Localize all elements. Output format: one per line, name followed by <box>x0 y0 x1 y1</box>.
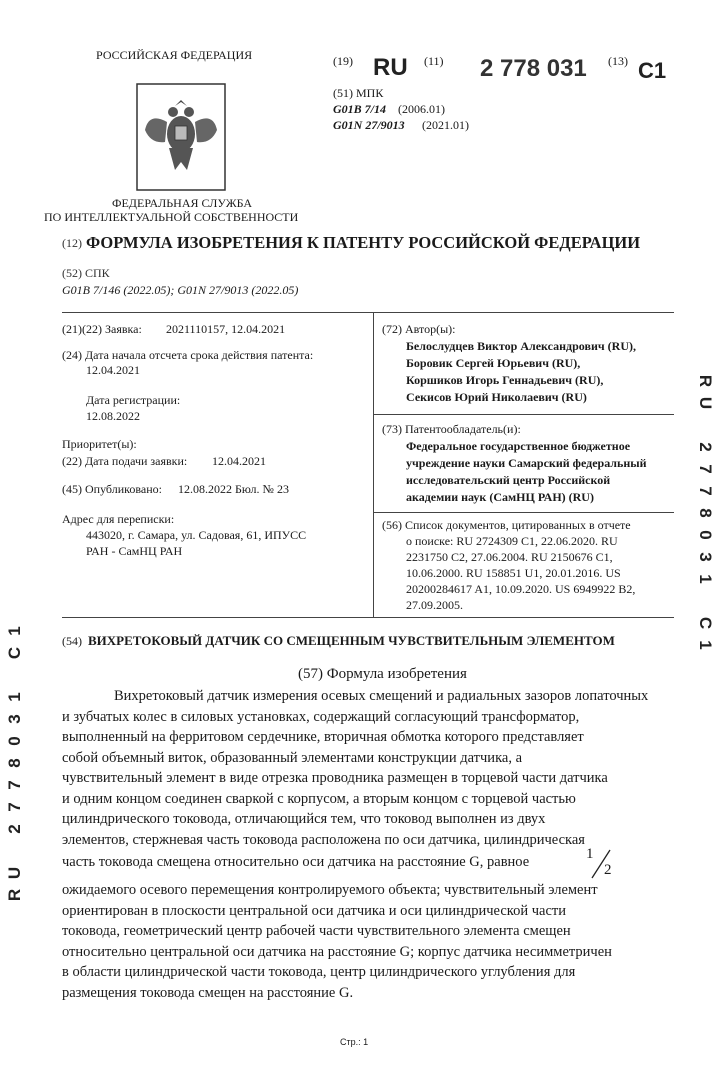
spk-value: G01B 7/146 (2022.05); G01N 27/9013 (2022.05) <box>62 283 299 297</box>
mpk-code-1: G01B 7/14 <box>333 102 387 116</box>
side-code-char: 0 <box>696 530 715 540</box>
refs-line-2: 2231750 C2, 27.06.2004. RU 2150676 C1, <box>406 550 613 564</box>
formula-line: ориентирован в плоскости центральной оси датчика и оси цилиндрической части <box>62 902 566 919</box>
side-code-char: 1 <box>5 626 24 636</box>
reg-value: 12.08.2022 <box>86 409 140 423</box>
formula-line: и зубчатых колес в силовых установках, содержащий согласующий трансформатор, <box>62 708 580 725</box>
authors-label: (72) Автор(ы): <box>382 322 456 336</box>
filing-label: (22) Дата подачи заявки: <box>62 454 188 468</box>
agency-line-2: ПО ИНТЕЛЛЕКТУАЛЬНОЙ СОБСТВЕННОСТИ <box>44 210 299 224</box>
author-3: Коршиков Игорь Геннадьевич (RU), <box>406 373 604 387</box>
holder-line-3: исследовательский центр Российской <box>406 473 611 487</box>
side-code-char: U <box>5 866 24 880</box>
side-code-char: 1 <box>696 574 715 584</box>
refs-line-5: 27.09.2005. <box>406 598 463 612</box>
mpk-label: (51) МПК <box>333 86 384 100</box>
term-label: (24) Дата начала отсчета срока действия патента: <box>62 348 314 362</box>
refs-line-3: 10.06.2000. RU 158851 U1, 20.01.2016. US <box>406 566 621 580</box>
side-code-char: 2 <box>696 442 715 452</box>
app-label: (21)(22) Заявка: <box>62 322 142 336</box>
agency-line-1: ФЕДЕРАЛЬНАЯ СЛУЖБА <box>112 196 252 210</box>
code-11: (11) <box>424 54 444 68</box>
publ-label: (45) Опубликовано: <box>62 482 162 496</box>
app-value: 2021110157, 12.04.2021 <box>166 322 286 336</box>
mpk-date-1: (2006.01) <box>398 102 445 116</box>
doc-title: ФОРМУЛА ИЗОБРЕТЕНИЯ К ПАТЕНТУ РОССИЙСКОЙ ФЕДЕРАЦИИ <box>86 233 641 252</box>
addr-line-2: РАН - СамНЦ РАН <box>86 544 183 558</box>
filing-value: 12.04.2021 <box>212 454 266 468</box>
spk-label: (52) СПК <box>62 266 110 280</box>
formula-line: и одним концом соединен сваркой с корпусом, а вторым концом с торцевой частью <box>62 790 576 807</box>
mpk-date-2: (2021.01) <box>422 118 469 132</box>
formula-line: выполненный на ферритовом сердечнике, вторичная обмотка которого представляет <box>62 729 584 745</box>
fraction-slash-icon <box>584 846 620 882</box>
formula-line: цилиндрического токовода, отличающийся тем, что токовод выполнен из двух <box>62 811 546 827</box>
holder-line-4: академии наук (СамНЦ РАН) (RU) <box>406 490 594 504</box>
formula-line: Вихретоковый датчик измерения осевых смещений и радиальных зазоров лопаточных <box>114 688 649 704</box>
side-code-char: R <box>5 888 24 902</box>
addr-line-1: 443020, г. Самара, ул. Садовая, 61, ИПУСС <box>86 528 307 542</box>
formula-line: токовода, геометрический центр рабочей части чувствительного элемента смещен <box>62 923 571 939</box>
coat-of-arms-emblem <box>135 82 227 192</box>
invention-code: (54) <box>62 634 82 648</box>
holder-line-2: учреждение науки Самарский федеральный <box>406 456 647 470</box>
formula-fraction-line: часть токовода смещена относительно оси датчика на расстояние G, равное <box>62 854 530 870</box>
formula-line: ожидаемого осевого перемещения контролируемого объекта; чувствительный элемент <box>62 882 598 898</box>
formula-heading: (57) Формула изобретения <box>298 666 467 682</box>
invention-title: ВИХРЕТОКОВЫЙ ДАТЧИК СО СМЕЩЕННЫМ ЧУВСТВИТЕЛЬНЫМ ЭЛЕМЕНТОМ <box>88 633 615 648</box>
side-code-char: 3 <box>696 552 715 562</box>
side-code-char: C <box>5 646 24 660</box>
formula-block-2 <box>62 880 702 1003</box>
formula-line: собой объемный виток, образованный элементами конструкции датчика, а <box>62 749 523 766</box>
priority-label: Приоритет(ы): <box>62 437 137 451</box>
addr-label: Адрес для переписки: <box>62 512 175 526</box>
patent-number: 2 778 031 <box>480 55 587 82</box>
author-1: Белослудцев Виктор Александрович (RU), <box>406 339 636 353</box>
refs-line-1: о поиске: RU 2724309 C1, 22.06.2020. RU <box>406 534 618 548</box>
side-code-char: 1 <box>5 692 24 702</box>
side-code-char: 7 <box>696 464 715 474</box>
author-4: Секисов Юрий Николаевич (RU) <box>406 390 587 404</box>
fraction-numerator: 1 <box>586 846 594 862</box>
holder-line-1: Федеральное государственное бюджетное <box>406 439 631 453</box>
formula-line: чувствительный элемент в виде отрезка проводника размещен в торцевой части датчика <box>62 770 608 786</box>
mpk-code-2: G01N 27/9013 <box>333 118 405 132</box>
formula-block-1 <box>62 686 702 850</box>
side-code-char: 0 <box>5 736 24 746</box>
side-code-char: 7 <box>5 780 24 790</box>
side-code-char: 8 <box>696 508 715 518</box>
side-code-char: 7 <box>5 802 24 812</box>
country-name: РОССИЙСКАЯ ФЕДЕРАЦИЯ <box>96 48 253 62</box>
code-13: (13) <box>608 54 628 68</box>
publ-value: 12.08.2022 Бюл. № 23 <box>178 482 289 496</box>
formula-line: элементов, стержневая часть токовода расположена по оси датчика, цилиндрическая <box>62 831 585 848</box>
refs-line-4: 20200284617 A1, 10.09.2020. US 6949922 B2, <box>406 582 636 596</box>
formula-line: в области цилиндрической части токовода, центр цилиндрического углубления для <box>62 964 576 980</box>
side-code-char: R <box>696 374 715 388</box>
page-number: Стр.: 1 <box>340 1037 369 1047</box>
code-19: (19) <box>333 54 353 68</box>
side-code-char: 8 <box>5 758 24 768</box>
side-code-char: C <box>696 616 715 630</box>
side-code-char: 2 <box>5 824 24 834</box>
side-code-char: 7 <box>696 486 715 496</box>
formula-line: размещения токовода смещен на расстояние G. <box>62 984 354 1001</box>
formula-line: относительно центральной оси датчика на расстояние G; корпус датчика несимметричен <box>62 943 612 960</box>
holder-label: (73) Патентообладатель(и): <box>382 422 521 436</box>
kind-code: C1 <box>638 58 667 83</box>
term-value: 12.04.2021 <box>86 363 140 377</box>
side-code-char: 3 <box>5 714 24 724</box>
fraction-one-half <box>584 846 620 882</box>
reg-label: Дата регистрации: <box>86 393 181 407</box>
doc-title-code: (12) <box>62 236 82 250</box>
author-2: Боровик Сергей Юрьевич (RU), <box>406 356 581 370</box>
side-code-char: 1 <box>696 640 715 650</box>
side-code-char: U <box>696 396 715 410</box>
fraction-denominator: 2 <box>604 862 612 878</box>
refs-label: (56) Список документов, цитированных в отчете <box>382 518 631 532</box>
country-code: RU <box>373 54 408 81</box>
